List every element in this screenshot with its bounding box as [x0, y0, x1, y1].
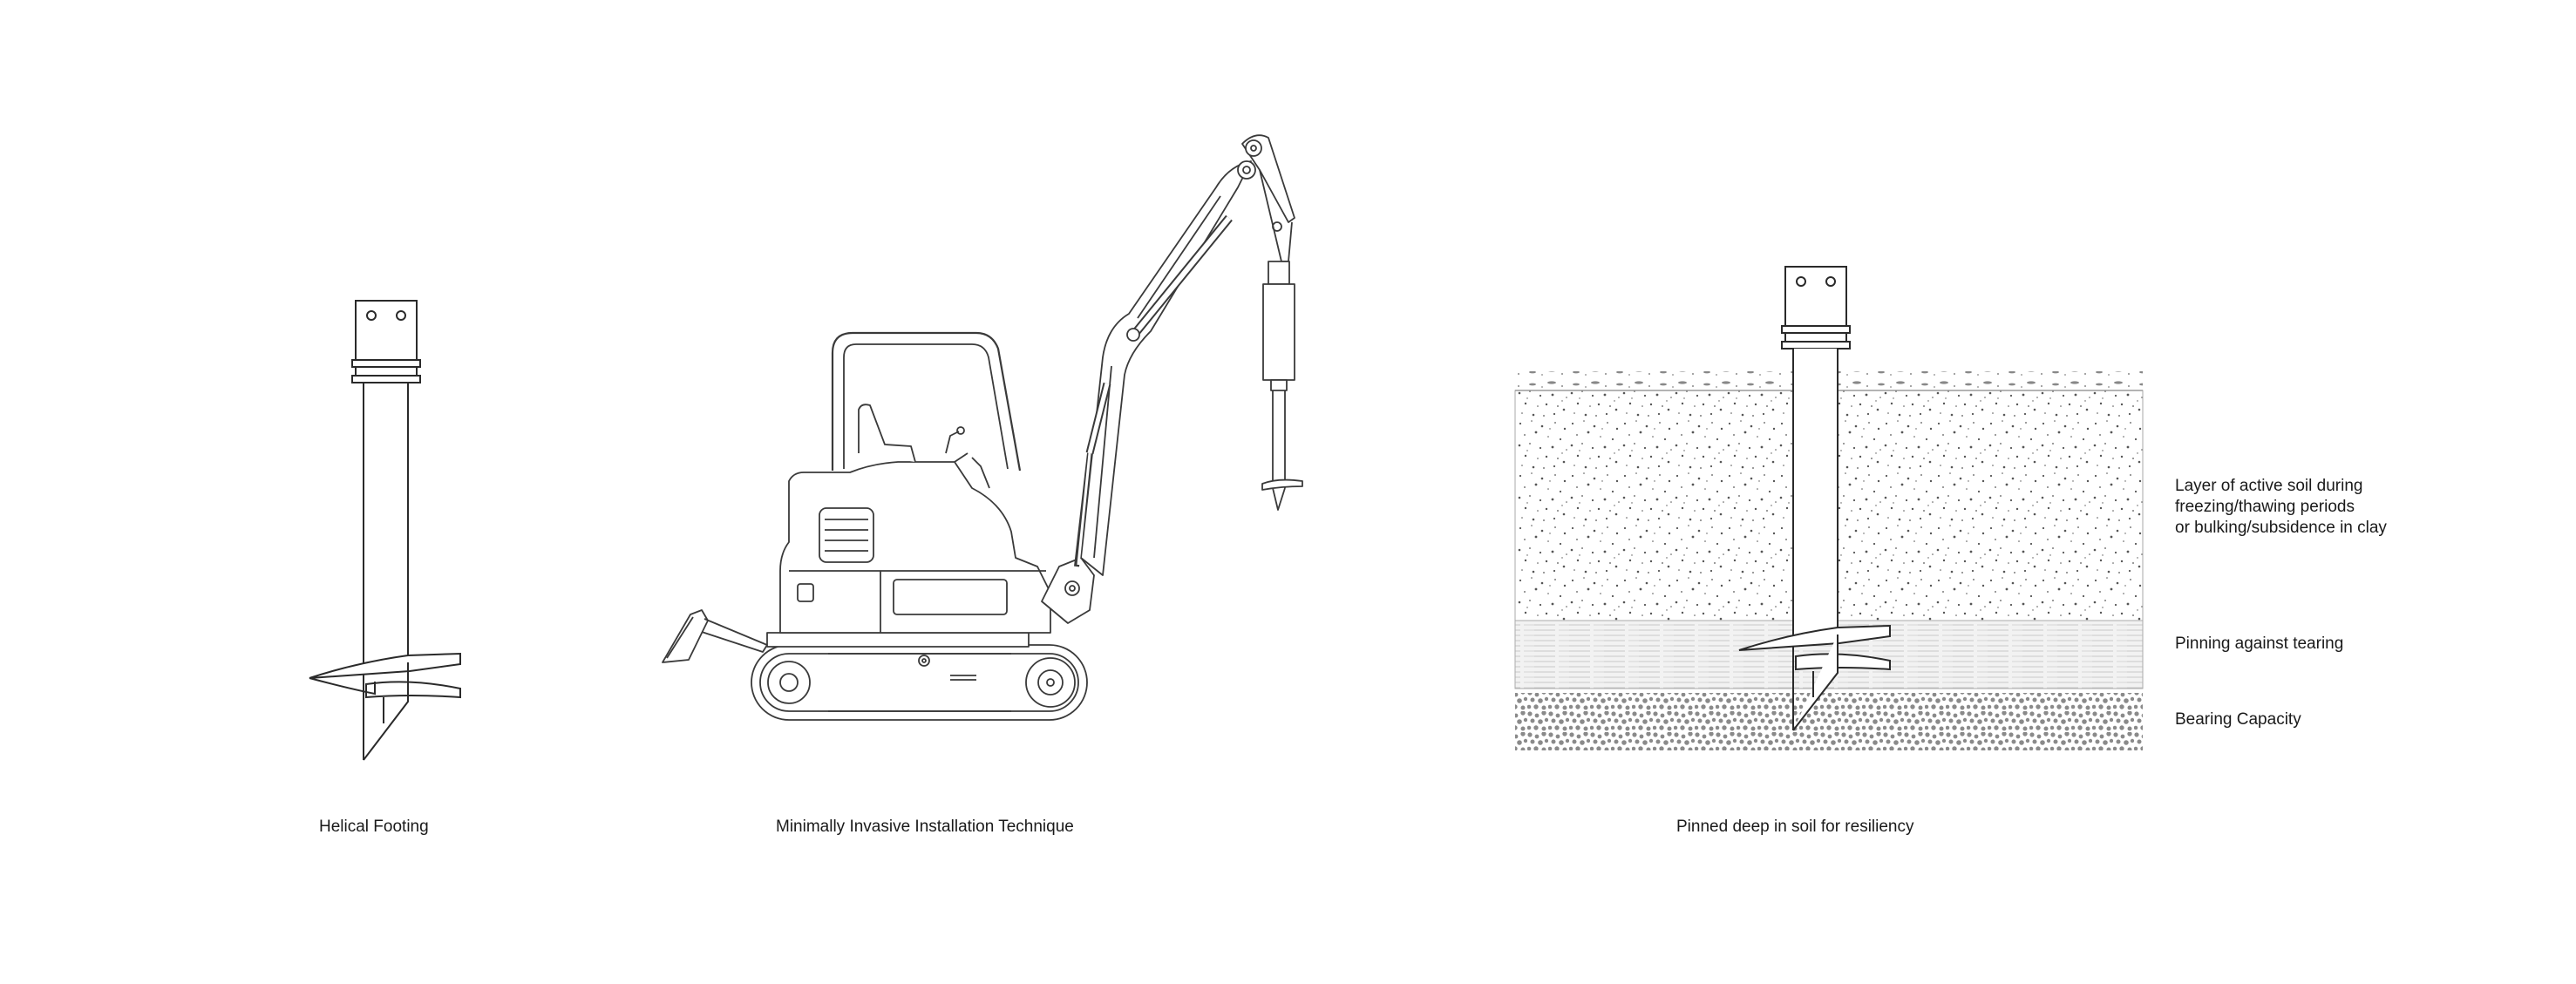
bearing-layer [1515, 693, 2143, 750]
excavator-boom [1077, 161, 1255, 575]
pile-cap-plate [356, 301, 417, 360]
pile-coupling [352, 360, 420, 367]
pile-cap-plate [1785, 267, 1846, 326]
mini-excavator [663, 135, 1302, 720]
helical-footing-pile [309, 301, 460, 760]
excavator-arm [1242, 135, 1295, 261]
helix-plate [309, 654, 460, 678]
caption-pinned-deep: Pinned deep in soil for resiliency [1676, 818, 1914, 836]
auger-motor [1263, 284, 1295, 380]
label-bearing-layer: Bearing Capacity [2175, 710, 2301, 729]
label-active-soil-line: or bulking/subsidence in clay [2175, 519, 2387, 537]
caption-installation-technique: Minimally Invasive Installation Technique [776, 818, 1074, 836]
label-pinning-layer: Pinning against tearing [2175, 635, 2344, 653]
auger-attachment [1262, 261, 1302, 510]
label-active-soil-line: freezing/thawing periods [2175, 498, 2355, 516]
pile-tip [364, 662, 408, 760]
excavator-body [780, 462, 1050, 633]
auger-helix [1262, 480, 1302, 490]
caption-helical-footing: Helical Footing [319, 818, 429, 836]
excavator-tracks [751, 645, 1087, 720]
label-active-soil-line: Layer of active soil during [2175, 477, 2363, 495]
label-active-soil-layer [2175, 476, 2387, 539]
dozer-blade [663, 610, 767, 662]
